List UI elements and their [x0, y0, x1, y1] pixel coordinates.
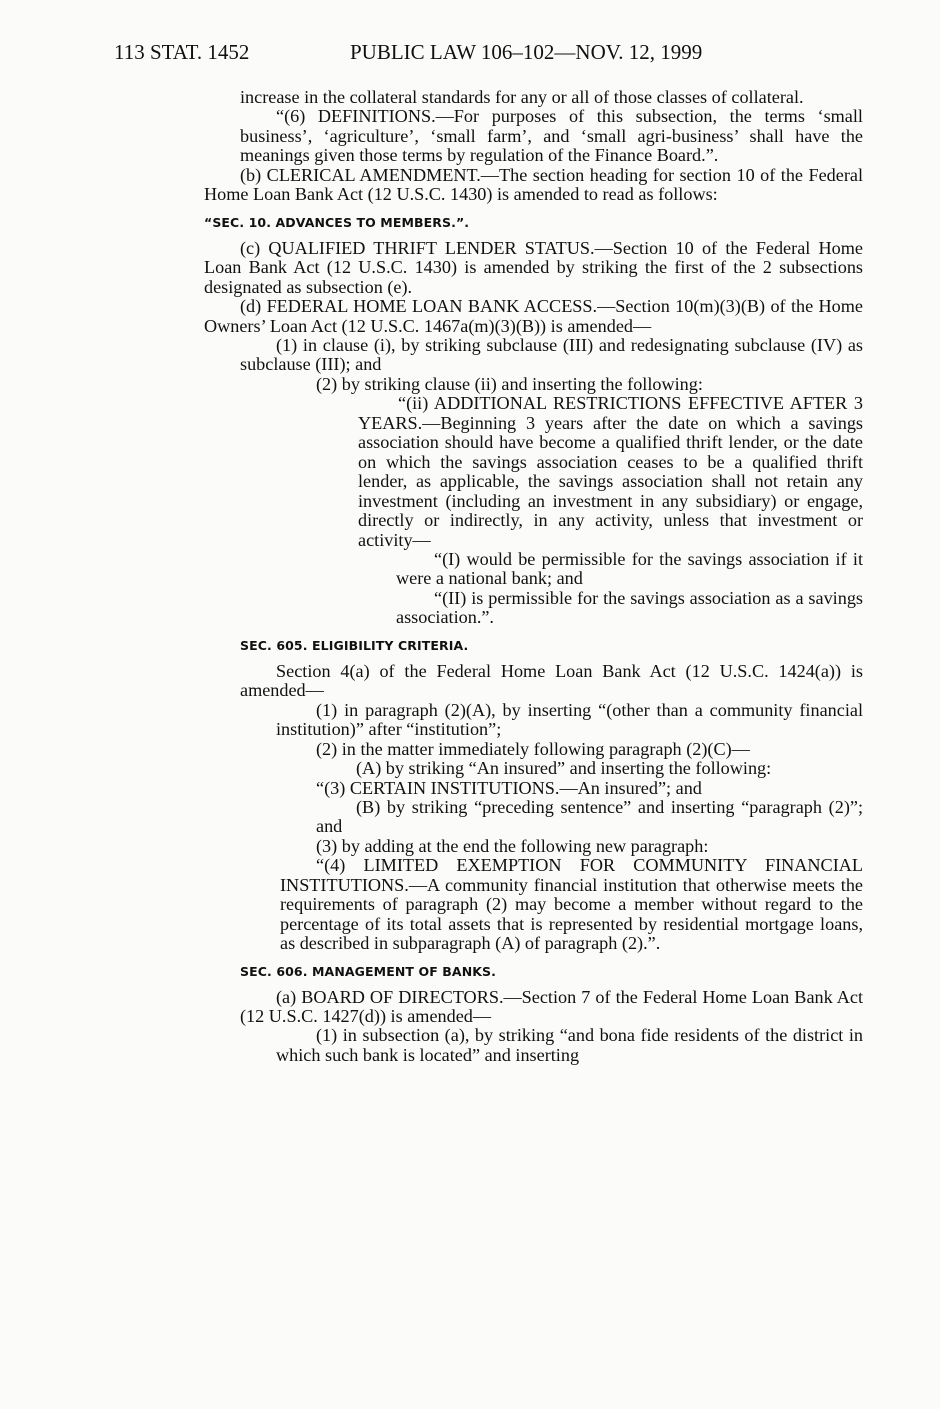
section-605-new-para-4: “(4) LIMITED EXEMPTION FOR COMMUNITY FINANCIAL INSTITUTIONS.—A community financial institution that otherwise meets the requirements of paragraph (2) may become a member without regard to the percentage of its total assets that is represented by residential mortgage loans, as described in subparagraph (A) of paragraph (2).”. [280, 855, 863, 954]
paragraph-clerical-amendment: (b) CLERICAL AMENDMENT.—The section heading for section 10 of the Federal Home Loan Bank Act (12 U.S.C. 1430) is amended to read as follows: [204, 164, 863, 205]
section-605-para-2B: (B) by striking “preceding sentence” and inserting “paragraph (2)”; and [316, 796, 863, 837]
section-605-heading: SEC. 605. ELIGIBILITY CRITERIA. [240, 637, 469, 653]
statute-page-reference: 113 STAT. 1452 [114, 40, 250, 64]
quoted-section-heading: “SEC. 10. ADVANCES TO MEMBERS.”. [204, 214, 470, 230]
section-605-para-2: (2) in the matter immediately following paragraph (2)(C)— [316, 738, 750, 759]
clause-2: (2) by striking clause (ii) and inserting the following: [316, 373, 703, 394]
paragraph-fhlb-access: (d) FEDERAL HOME LOAN BANK ACCESS.—Section 10(m)(3)(B) of the Home Owners’ Loan Act (12 U.S.C. 1467a(m)(3)(B)) is amended— [204, 296, 863, 336]
section-606-para-1: (1) in subsection (a), by striking “and bona fide residents of the district in which such bank is located” and inserting [276, 1025, 863, 1065]
section-605-intro: Section 4(a) of the Federal Home Loan Bank Act (12 U.S.C. 1424(a)) is amended— [240, 660, 863, 701]
section-605-para-1: (1) in paragraph (2)(A), by inserting “(other than a community financial institution)” after “institution”; [276, 699, 863, 740]
public-law-title: PUBLIC LAW 106–102—NOV. 12, 1999 [350, 40, 703, 64]
clause-ii: “(ii) ADDITIONAL RESTRICTIONS EFFECTIVE AFTER 3 YEARS.—Beginning 3 years after the date on which a savings association should have become a qualified thrift lender, or the date on which the savings association ceases to be a qualified thrift lender, as applicable, the savings association shall not retain any investment (including an investment in any subsidiary) or engage, directly or indirectly, in any activity, unless that investment or activity— [358, 393, 863, 550]
paragraph-definitions: “(6) DEFINITIONS.—For purposes of this subsection, the terms ‘small business’, ‘agriculture’, ‘small farm’, and ‘small agri-business’ shall have the meanings given those terms by regulation of the Finance Board.”. [240, 106, 863, 166]
statute-text [204, 87, 863, 1065]
paragraph-qualified-thrift-lender: (c) QUALIFIED THRIFT LENDER STATUS.—Section 10 of the Federal Home Loan Bank Act (12 U.S.C. 1430) is amended by striking the first of the 2 subsections designated as subsection (e). [204, 237, 863, 297]
section-606-board-of-directors: (a) BOARD OF DIRECTORS.—Section 7 of the Federal Home Loan Bank Act (12 U.S.C. 1427(d)) is amended— [240, 986, 863, 1027]
section-606-heading: SEC. 606. MANAGEMENT OF BANKS. [240, 963, 496, 979]
section-605-quoted-3: “(3) CERTAIN INSTITUTIONS.—An insured”; and [316, 777, 702, 798]
subclause-I: “(I) would be permissible for the savings association if it were a national bank; and [396, 548, 863, 589]
paragraph-continuation: increase in the collateral standards for any or all of those classes of collateral. [240, 87, 804, 107]
subclause-II: “(II) is permissible for the savings association as a savings association.”. [396, 587, 863, 628]
section-605-para-3: (3) by adding at the end the following new paragraph: [316, 835, 709, 856]
section-605-para-2A: (A) by striking “An insured” and inserting the following: [356, 758, 772, 779]
clause-1: (1) in clause (i), by striking subclause (III) and redesignating subclause (IV) as subclause (III); and [240, 334, 863, 375]
